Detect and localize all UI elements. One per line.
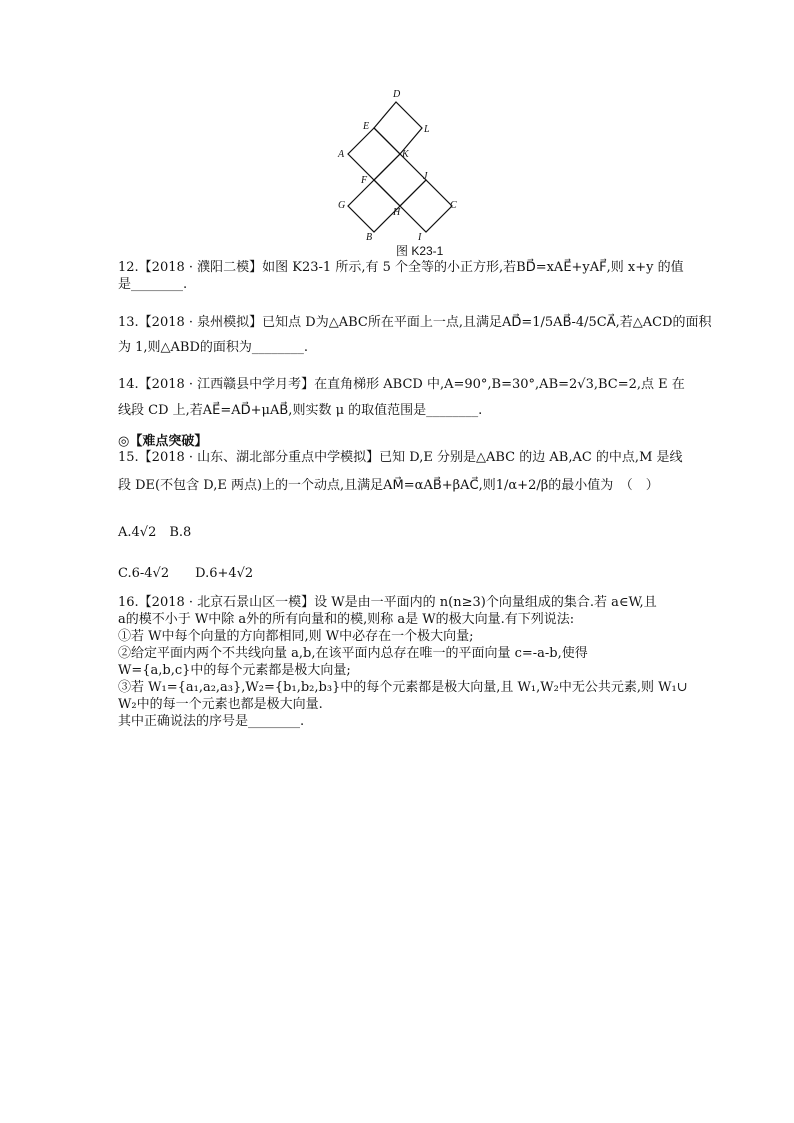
question-15-options-ab: A.4√2 B.8 xyxy=(118,525,192,540)
label-d: D xyxy=(393,89,401,100)
label-b: B xyxy=(366,232,373,243)
figure-caption: 图 K23-1 xyxy=(396,244,444,258)
label-i: I xyxy=(418,232,422,243)
question-15-options-cd: C.6-4√2 D.6+4√2 xyxy=(118,566,254,581)
figure-k23-1 xyxy=(330,88,470,260)
label-g: G xyxy=(338,200,346,211)
question-15-line-1: 15.【2018 · 山东、湖北部分重点中学模拟】已知 D,E 分别是△ABC 的边 AB,AC 的中点,M 是线 xyxy=(118,450,683,465)
question-12 xyxy=(118,259,684,293)
label-k: K xyxy=(402,149,409,160)
label-a: A xyxy=(338,149,345,160)
label-l: L xyxy=(424,124,430,135)
question-16 xyxy=(118,594,688,730)
label-c: C xyxy=(450,200,457,211)
label-f: F xyxy=(361,175,368,186)
square-fgbh xyxy=(348,180,400,232)
question-13-line-1: 13.【2018 · 泉州模拟】已知点 D为△ABC所在平面上一点,且满足AD⃗=1/5AB⃗-4/5CA⃗,若△ACD的面积 xyxy=(118,315,712,330)
question-16-item-3-cont: W₂中的每一个元素也都是极大向量. xyxy=(118,697,323,712)
question-14-line-1: 14.【2018 · 江西赣县中学月考】在直角梯形 ABCD 中,A=90°,B=30°,AB=2√3,BC=2,点 E 在 xyxy=(118,377,685,392)
question-16-item-3: ③若 W₁={a₁,a₂,a₃},W₂={b₁,b₂,b₃}中的每个元素都是极大向量,且 W₁,W₂中无公共元素,则 W₁∪ xyxy=(118,680,688,695)
label-j: J xyxy=(423,171,428,182)
question-14 xyxy=(118,376,685,419)
label-h: H xyxy=(393,207,401,218)
question-14-line-2: 线段 CD 上,若AE⃗=AD⃗+μAB⃗,则实数 μ 的取值范围是________. xyxy=(118,403,483,418)
question-15 xyxy=(118,449,683,494)
question-16-line-1: 16.【2018 · 北京石景山区一模】设 W是由一平面内的 n(n≥3)个向量组成的集合.若 a∈W,且 xyxy=(118,595,657,610)
squares-diagram xyxy=(330,88,470,260)
question-13 xyxy=(118,314,712,356)
question-16-line-2: a的模不小于 W中除 a外的所有向量和的模,则称 a是 W的极大向量.有下列说法: xyxy=(118,612,575,627)
square-delk xyxy=(374,102,422,154)
square-jhic xyxy=(400,180,452,232)
question-16-answer-line: 其中正确说法的序号是________. xyxy=(118,714,305,729)
question-12-line-2: 是________. xyxy=(118,277,188,292)
square-kfhj xyxy=(374,154,426,206)
question-15-line-2: 段 DE(不包含 D,E 两点)上的一个动点,且满足AM⃗=αAB⃗+βAC⃗,则1/α+2/β的最小值为 （ ） xyxy=(118,478,659,493)
square-eafk xyxy=(348,128,400,180)
question-16-item-1: ①若 W中每个向量的方向都相同,则 W中必存在一个极大向量; xyxy=(118,629,474,644)
question-13-line-2: 为 1,则△ABD的面积为________. xyxy=(118,340,309,355)
question-16-item-2: ②给定平面内两个不共线向量 a,b,在该平面内总存在唯一的平面向量 c=-a-b,使得 xyxy=(118,646,588,661)
question-12-line-1: 12.【2018 · 濮阳二模】如图 K23-1 所示,有 5 个全等的小正方形,若BD⃗=xAE⃗+yAF⃗,则 x+y 的值 xyxy=(118,260,684,275)
question-16-item-2-cont: W={a,b,c}中的每个元素都是极大向量; xyxy=(118,663,351,678)
section-heading: ◎【难点突破】 xyxy=(118,434,208,449)
label-e: E xyxy=(363,121,370,132)
